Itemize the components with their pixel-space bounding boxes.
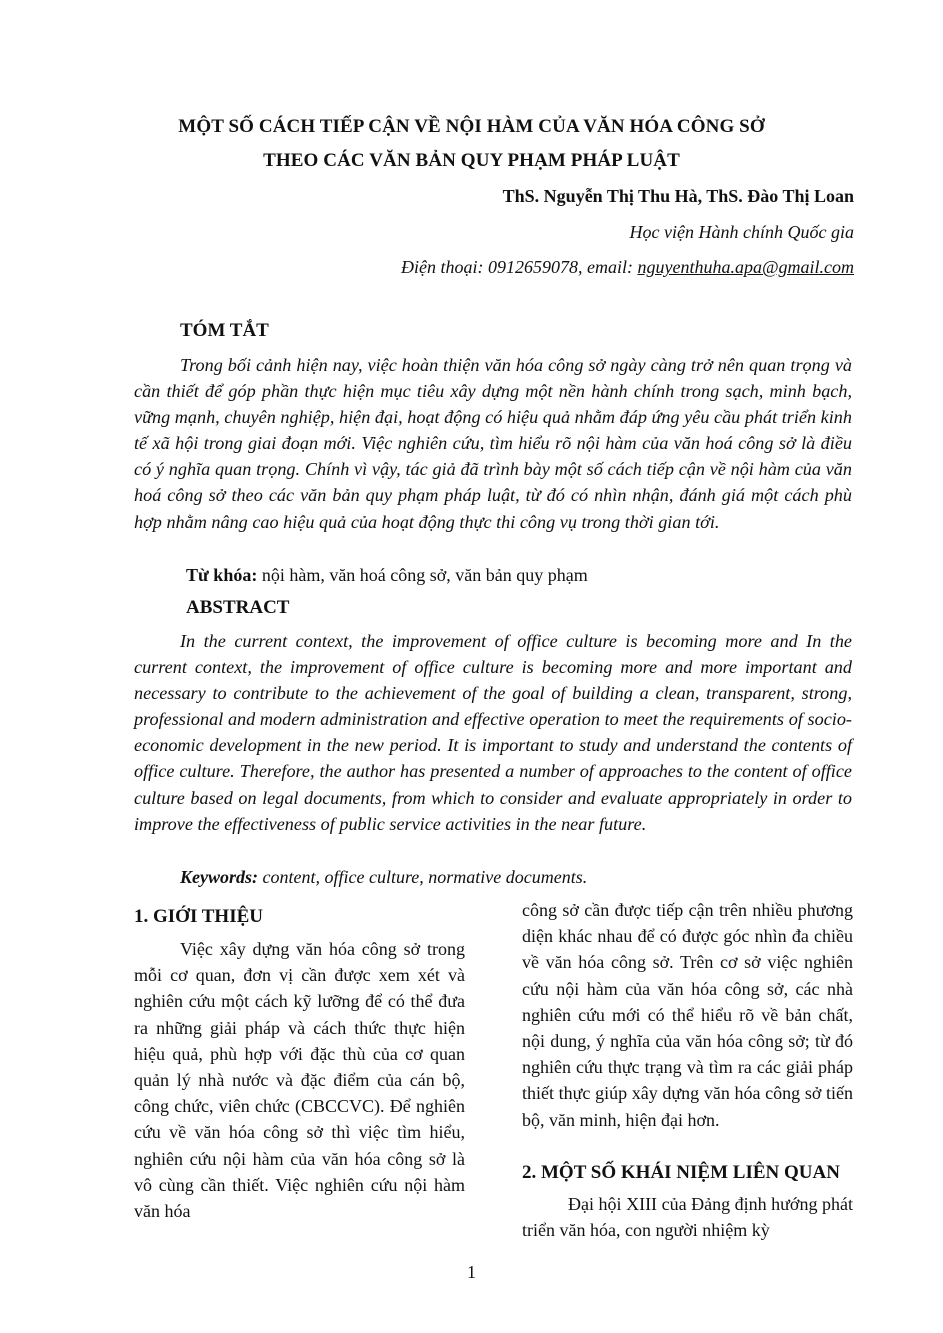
abstract-en-heading: ABSTRACT	[186, 597, 290, 618]
contact-prefix: Điện thoại: 0912659078, email:	[400, 257, 638, 277]
keywords-en-values: content, office culture, normative documents.	[258, 867, 588, 887]
abstract-vi-heading: TÓM TẮT	[180, 320, 269, 341]
affiliation: Học viện Hành chính Quốc gia	[629, 222, 854, 242]
section-1-left-text: Việc xây dựng văn hóa công sở trong mỗi cơ quan, đơn vị cần được xem xét và nghiên cứu một cách kỹ lưỡng để có thể đưa ra những giải pháp và cách thức thực hiện hiệu quả, phù hợp với đặc thù của cơ quan quản lý nhà nước và đặc điểm của cán bộ, công chức, viên chức (CBCCVC). Để nghiên cứu về văn hóa công sở thì việc tìm hiểu, nghiên cứu nội hàm của văn hóa công sở là vô cùng cần thiết. Việc nghiên cứu nội hàm văn hóa	[134, 939, 465, 1222]
contact-line	[401, 257, 854, 278]
section-2-text: Đại hội XIII của Đảng định hướng phát triển văn hóa, con người nhiệm kỳ	[522, 1194, 853, 1241]
title-line-2: THEO CÁC VĂN BẢN QUY PHẠM PHÁP LUẬT	[263, 150, 680, 171]
keywords-vi	[186, 565, 588, 586]
keywords-vi-label: Từ khóa:	[186, 565, 258, 585]
page-number: 1	[467, 1262, 476, 1282]
keywords-en	[180, 867, 587, 888]
section-1-right-text: công sở cần được tiếp cận trên nhiều phương diện khác nhau để có được góc nhìn đa chiều về văn hóa công sở. Trên cơ sở việc nghiên cứu nội hàm của văn hóa công sở, các nhà nghiên cứu mới có thể hiểu rõ về bản chất, nội dung, ý nghĩa của văn hóa công sở; từ đó nghiên cứu thực trạng và tìm ra các giải pháp thiết thực giúp xây dựng văn hóa công sở tiến bộ, văn minh, hiện đại hơn.	[522, 900, 853, 1130]
keywords-vi-values: nội hàm, văn hoá công sở, văn bản quy phạm	[257, 565, 588, 585]
abstract-vi-text: Trong bối cảnh hiện nay, việc hoàn thiện văn hóa công sở ngày càng trở nên quan trọng và cần thiết để góp phần thực hiện mục tiêu xây dựng một nền hành chính trong sạch, minh bạch, vững mạnh, chuyên nghiệp, hiện đại, hoạt động có hiệu quả nhằm đáp ứng yêu cầu phát triển kinh tế xã hội trong giai đoạn mới. Việc nghiên cứu, tìm hiểu rõ nội hàm của văn hoá công sở là điều có ý nghĩa quan trọng. Chính vì vậy, tác giả đã trình bày một số cách tiếp cận về nội hàm của văn hoá công sở theo các văn bản quy phạm pháp luật, từ đó có nhìn nhận, đánh giá một cách phù hợp nhằm nâng cao hiệu quả của hoạt động thực thi công vụ trong thời gian tới.	[134, 355, 852, 532]
keywords-en-label: Keywords:	[180, 867, 258, 887]
section-2-heading: 2. MỘT SỐ KHÁI NIỆM LIÊN QUAN	[522, 1162, 840, 1183]
title-line-1: MỘT SỐ CÁCH TIẾP CẬN VỀ NỘI HÀM CỦA VĂN HÓA CÔNG SỞ	[178, 116, 765, 137]
abstract-en-text: In the current context, the improvement of office culture is becoming more and In the current context, the improvement of office culture is becoming more and more important and necessary to contribute to the achievement of the goal of building a clean, transparent, strong, professional and modern administration and effective operation to meet the requirements of socio-economic development in the new period. It is important to study and understand the contents of office culture. Therefore, the author has presented a number of approaches to the content of office culture based on legal documents, from which to consider and evaluate appropriately in order to improve the effectiveness of public service activities in the near future.	[134, 631, 852, 834]
email-link[interactable]: nguyenthuha.apa@gmail.com	[637, 257, 854, 277]
authors: ThS. Nguyễn Thị Thu Hà, ThS. Đào Thị Loan	[502, 186, 854, 206]
section-1-heading: 1. GIỚI THIỆU	[134, 906, 263, 927]
